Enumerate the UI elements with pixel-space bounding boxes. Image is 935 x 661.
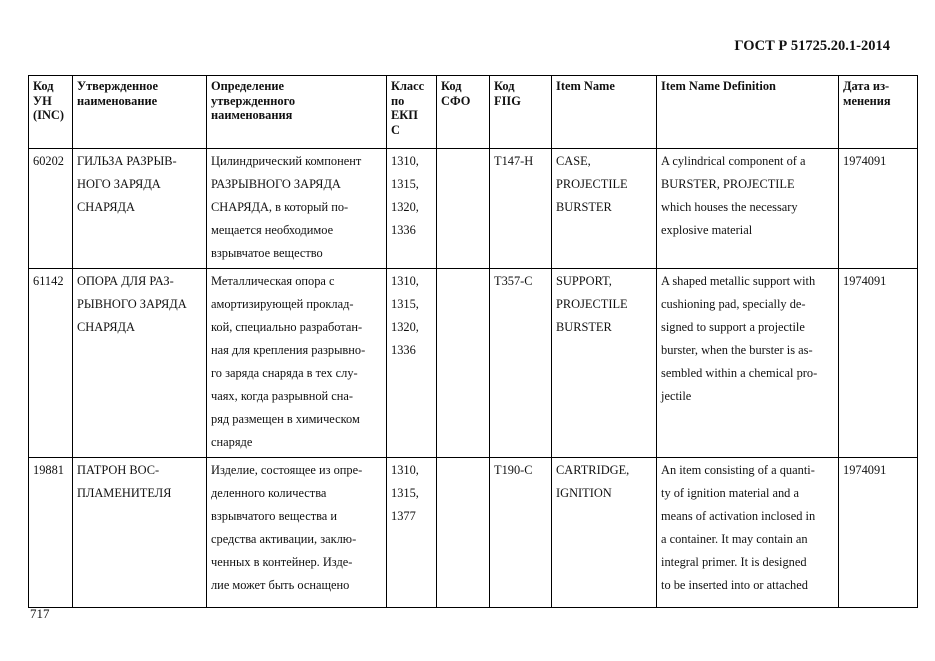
table-row: [29, 458, 918, 608]
cell-inc: 19881: [29, 458, 73, 608]
cell-item-name: SUPPORT, PROJECTILE BURSTER: [552, 269, 657, 458]
cell-sfo: [437, 149, 490, 269]
cell-fiig: T357-C: [490, 269, 552, 458]
cell-definition: Цилиндрический компонент РАЗРЫВНОГО ЗАРЯДА СНАРЯДА, в который по- мещается необходимое взрывчатое вещество: [207, 149, 387, 269]
cell-definition: Металлическая опора с амортизирующей прoклад- кой, специально разработан- ная для крепления разрывно- го заряда снаряда в тех слу- чаях, когда разрывной сна- ряд размещен в химическом снаряде: [207, 269, 387, 458]
col-header-inc: Код УН (INC): [29, 76, 73, 149]
table-row: [29, 269, 918, 458]
col-header-fiig: Код FIIG: [490, 76, 552, 149]
cell-sfo: [437, 269, 490, 458]
registry-table: [28, 75, 918, 608]
cell-class: 1310, 1315, 1320, 1336: [387, 269, 437, 458]
cell-item-name: CASE, PROJECTILE BURSTER: [552, 149, 657, 269]
cell-item-def: A shaped metallic support with cushioning pad, specially de- signed to support a projectile burster, when the burster is as- sembled within a chemical pro- jectile: [657, 269, 839, 458]
cell-name: ПАТРОН ВОС- ПЛАМЕНИТЕЛЯ: [73, 458, 207, 608]
cell-class: 1310, 1315, 1377: [387, 458, 437, 608]
cell-sfo: [437, 458, 490, 608]
col-header-name: Утвержденное наименование: [73, 76, 207, 149]
cell-fiig: T190-C: [490, 458, 552, 608]
cell-fiig: T147-H: [490, 149, 552, 269]
cell-item-def: An item consisting of a quanti- ty of ignition material and a means of activation inclosed in a container. It may contain an integral primer. It is designed to be inserted into or attached: [657, 458, 839, 608]
cell-item-name: CARTRIDGE, IGNITION: [552, 458, 657, 608]
col-header-item-def: Item Name Definition: [657, 76, 839, 149]
page-number: 717: [30, 606, 50, 621]
col-header-sfo: Код СФО: [437, 76, 490, 149]
cell-name: ГИЛЬЗА РАЗРЫВ- НОГО ЗАРЯДА СНАРЯДА: [73, 149, 207, 269]
cell-definition: Изделие, состоящее из опре- деленного количества взрывчатого вещества и средства активации, заклю- ченных в контейнер. Изде- лие может быть оснащено: [207, 458, 387, 608]
col-header-definition: Определение утвержденного наименования: [207, 76, 387, 149]
cell-date: 1974091: [839, 269, 918, 458]
table-row: [29, 149, 918, 269]
cell-inc: 61142: [29, 269, 73, 458]
cell-date: 1974091: [839, 458, 918, 608]
col-header-date: Дата из- менения: [839, 76, 918, 149]
col-header-item-name: Item Name: [552, 76, 657, 149]
cell-item-def: A cylindrical component of a BURSTER, PROJECTILE which houses the necessary explosive material: [657, 149, 839, 269]
cell-inc: 60202: [29, 149, 73, 269]
col-header-class: Класс по ЕКП С: [387, 76, 437, 149]
standard-code: ГОСТ Р 51725.20.1-2014: [734, 38, 890, 54]
cell-date: 1974091: [839, 149, 918, 269]
table-header-row: [29, 76, 918, 149]
cell-name: ОПОРА ДЛЯ РАЗ- РЫВНОГО ЗАРЯДА СНАРЯДА: [73, 269, 207, 458]
cell-class: 1310, 1315, 1320, 1336: [387, 149, 437, 269]
